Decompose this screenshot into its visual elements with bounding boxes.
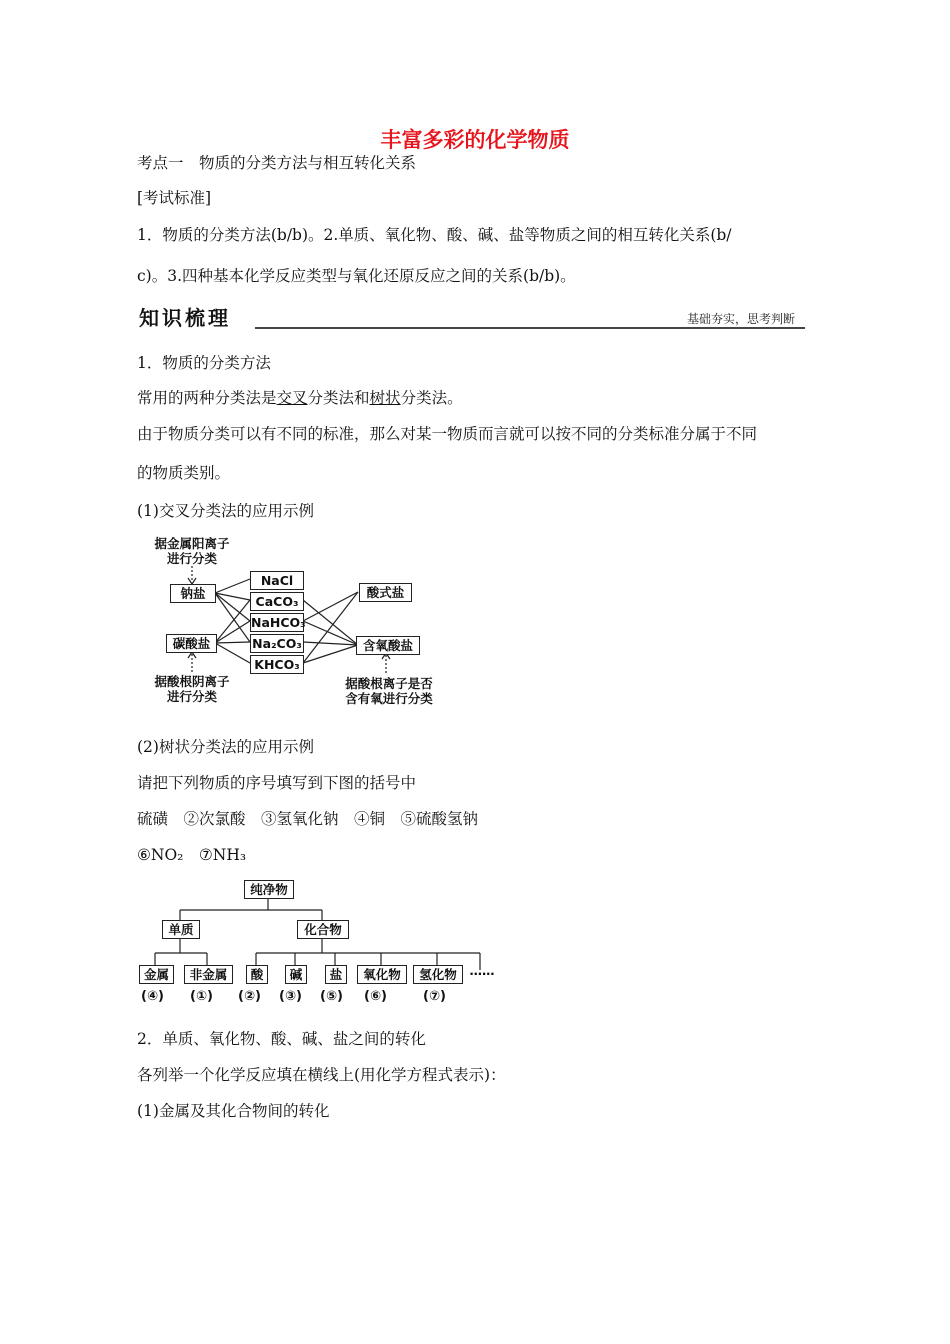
text-run: 分类法和 xyxy=(307,389,370,407)
tree-ellipsis: …… xyxy=(469,963,495,978)
text-run: 常用的两种分类法是 xyxy=(137,389,277,407)
cross-method-subheading: (1)交叉分类法的应用示例 xyxy=(137,502,314,520)
tree-node-element: 单质 xyxy=(162,920,200,939)
cross-middle-item: NaHCO₃ xyxy=(251,615,306,630)
text-run: 分类法。 xyxy=(400,389,463,407)
answer-hydride: (⑦) xyxy=(423,989,446,1004)
answer-nonmetal: (①) xyxy=(190,989,213,1004)
cross-right-oxyacid-salt: 含氧酸盐 xyxy=(356,636,420,655)
cross-middle-item: NaCl xyxy=(250,571,304,590)
note-line: 含有氧进行分类 xyxy=(345,691,433,706)
paragraph-line: 的物质类别。 xyxy=(137,464,231,482)
tree-root: 纯净物 xyxy=(244,880,294,899)
tree-leaf-base: 碱 xyxy=(285,965,307,984)
answer-tree: 树状 xyxy=(369,389,401,407)
answer-salt: (⑤) xyxy=(320,989,343,1004)
cross-middle-item: KHCO₃ xyxy=(250,655,304,674)
cross-left-sodium-salt: 钠盐 xyxy=(170,584,216,603)
answer-metal: (④) xyxy=(141,989,164,1004)
note-line: 据金属阳离子 xyxy=(154,536,230,551)
section-heading: 知识梳理 xyxy=(139,306,231,330)
tree-leaf-nonmetal: 非金属 xyxy=(184,965,233,984)
items-line-2: ⑥NO₂ ⑦NH₃ xyxy=(137,846,247,864)
tree-node-compound: 化合物 xyxy=(297,920,349,939)
note-line: 据酸根阴离子 xyxy=(154,674,230,689)
note-line: 进行分类 xyxy=(166,689,217,704)
topic-heading: 考点一 物质的分类方法与相互转化关系 xyxy=(137,154,417,172)
cross-right-acid-salt: 酸式盐 xyxy=(359,583,412,602)
answer-acid: (②) xyxy=(238,989,261,1004)
answer-base: (③) xyxy=(279,989,302,1004)
answer-oxide: (⑥) xyxy=(364,989,387,1004)
standard-heading: [考试标准] xyxy=(137,189,212,207)
conversion-subheading: (1)金属及其化合物间的转化 xyxy=(137,1102,330,1120)
cross-middle-item: CaCO₃ xyxy=(250,592,304,611)
note-line: 据酸根离子是否 xyxy=(345,676,433,691)
tree-method-subheading: (2)树状分类法的应用示例 xyxy=(137,738,314,756)
conversion-heading: 2．单质、氧化物、酸、碱、盐之间的转化 xyxy=(137,1030,426,1048)
instruction-line: 请把下列物质的序号填写到下图的括号中 xyxy=(137,774,417,792)
standard-text-line-1: 1．物质的分类方法(b/b)。2.单质、氧化物、酸、碱、盐等物质之间的相互转化关系(b/ xyxy=(137,226,732,244)
paragraph-line: 由于物质分类可以有不同的标准，那么对某一物质而言就可以按不同的分类标准分属于不同 xyxy=(137,425,758,443)
standard-text-line-2: c)。3.四种基本化学反应类型与氧化还原反应之间的关系(b/b)。 xyxy=(137,267,576,285)
tree-leaf-hydride: 氢化物 xyxy=(413,965,463,984)
tree-leaf-oxide: 氧化物 xyxy=(357,965,407,984)
conversion-instruction: 各列举一个化学反应填在横线上(用化学方程式表示)： xyxy=(137,1066,506,1084)
tree-leaf-acid: 酸 xyxy=(246,965,268,984)
cross-middle-item: Na₂CO₃ xyxy=(250,634,304,653)
items-line-1: 硫磺 ②次氯酸 ③氢氧化钠 ④铜 ⑤硫酸氢钠 xyxy=(137,810,479,828)
classification-heading: 1．物质的分类方法 xyxy=(137,354,271,372)
cross-left-carbonate: 碳酸盐 xyxy=(166,634,217,653)
note-line: 进行分类 xyxy=(166,551,217,566)
answer-cross: 交叉 xyxy=(276,389,308,407)
section-subtitle: 基础夯实，思考判断 xyxy=(686,312,795,326)
page-title: 丰富多彩的化学物质 xyxy=(380,128,570,152)
tree-leaf-salt: 盐 xyxy=(325,965,347,984)
tree-leaf-metal: 金属 xyxy=(139,965,174,984)
